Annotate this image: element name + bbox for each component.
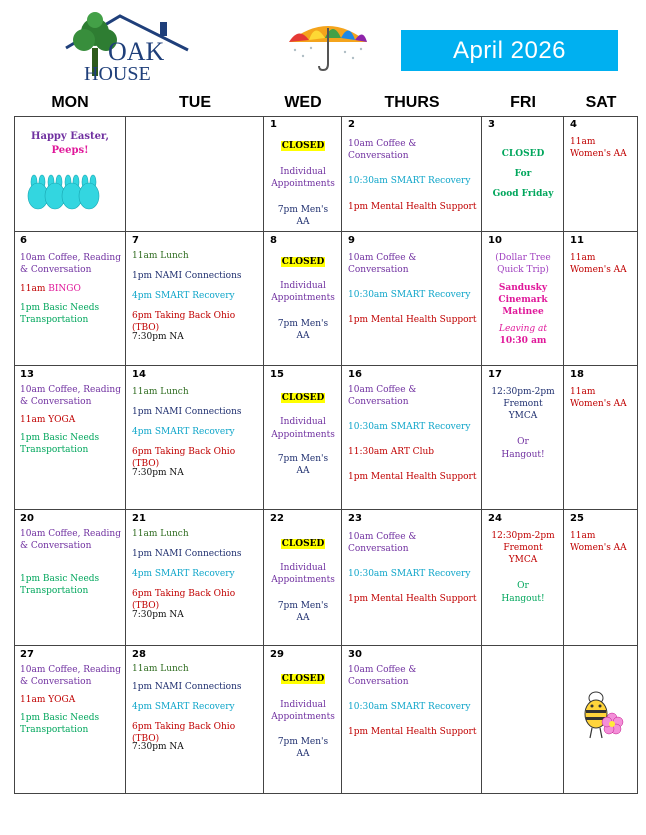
event-line: Conversation [348,397,409,407]
event-line: 1pm Basic Needs [20,303,100,313]
event-line: Leaving at [498,324,548,334]
closed-badge: CLOSED [281,141,325,151]
event-line: CLOSED [501,149,545,159]
day-cell-empty [482,646,564,794]
event-line: 10am Coffee, Reading [20,385,121,395]
weekday-mon: MON [51,94,89,111]
day-number: 3 [488,119,495,130]
easter-greeting [14,130,126,158]
weekday-wed: WED [284,94,322,111]
event-line: & Conversation [20,541,92,551]
day-cell-21 [126,510,264,646]
closed-badge: CLOSED [281,257,325,267]
event-line: 1pm Basic Needs [20,574,100,584]
day-number: 18 [570,369,584,380]
event-line: 4pm SMART Recovery [132,291,235,301]
weekday-tue: TUE [179,94,211,111]
day-cell-20 [14,510,126,646]
day-number: 6 [20,235,27,246]
rainbow-umbrella-icon [285,18,371,72]
event-line: Or [517,437,529,447]
event-line: Individual [280,167,326,177]
event-line: Appointments [271,430,335,440]
event-line: 1pm NAMI Connections [132,271,242,281]
day-cell-23 [342,510,482,646]
weekday-sat: SAT [585,94,617,111]
event-line: 11am Lunch [132,664,189,674]
day-cell-9 [342,232,482,366]
event-line: 11am YOGA [20,695,76,705]
day-number: 4 [570,119,577,130]
day-number: 23 [348,513,362,524]
event-line: Individual [280,563,326,573]
day-number: 13 [20,369,34,380]
bee-flower-icon [578,684,624,744]
day-cell-30 [342,646,482,794]
closed-badge: CLOSED [281,674,325,684]
event-line: Transportation [20,725,89,735]
event-line: 1pm Mental Health Support [348,727,477,737]
day-cell-empty [14,116,126,232]
event-line: 11am Lunch [132,387,189,397]
event-line: Individual [280,417,326,427]
event-line: 10am Coffee, Reading [20,253,121,263]
event-line: Appointments [271,179,335,189]
event-line: 1pm NAMI Connections [132,682,242,692]
event-line: & Conversation [20,397,92,407]
event-line: 6pm Taking Back Ohio (TBO) [132,311,236,333]
event-line: Quick Trip) [497,265,549,275]
event-line: 6pm Taking Back Ohio (TBO) [132,722,236,744]
day-cell-1 [264,116,342,232]
event-line: Individual [280,281,326,291]
day-cell-7 [126,232,264,366]
event-line: 7pm Men's [277,601,329,611]
month-title: April 2026 [401,30,618,71]
event-line: 1pm Mental Health Support [348,315,477,325]
event-line: Good Friday [492,189,554,199]
event-line: 10:30am SMART Recovery [348,176,471,186]
event-line: Sandusky [498,283,548,293]
day-cell-empty [126,116,264,232]
event-line: Individual [280,700,326,710]
event-line: 12:30pm-2pm [491,387,555,397]
day-cell-29 [264,646,342,794]
event-line: 1pm NAMI Connections [132,549,242,559]
event-line: Matinee [502,307,544,317]
event-line: Conversation [348,151,409,161]
event-line: 4pm SMART Recovery [132,569,235,579]
closed-badge: CLOSED [281,539,325,549]
event-line: 1pm NAMI Connections [132,407,242,417]
easter-greeting-line2: Peeps! [51,145,89,156]
event-line: 7:30pm NA [132,332,184,342]
event-line: 7pm Men's [277,205,329,215]
event-line: Fremont [503,399,543,409]
event-line: 10:30am SMART Recovery [348,290,471,300]
event-line: & Conversation [20,677,92,687]
weekday-fri: FRI [510,94,536,111]
event-line: 7:30pm NA [132,610,184,620]
day-number: 7 [132,235,139,246]
day-cell-3 [482,116,564,232]
day-cell-14 [126,366,264,510]
day-cell-25 [564,510,638,646]
event-line: Women's AA [570,265,627,275]
event-line: 10am Coffee, Reading [20,529,121,539]
day-cell-28 [126,646,264,794]
event-line: 1pm Mental Health Support [348,202,477,212]
event-line: AA [296,613,310,623]
event-line: AA [296,466,310,476]
event-line: 10am Coffee & [348,253,417,263]
event-line: Hangout! [501,450,545,460]
day-cell-empty [564,646,638,794]
day-number: 27 [20,649,34,660]
weekday-thurs: THURS [384,94,440,111]
event-line: AA [296,331,310,341]
event-line: 11am Lunch [132,529,189,539]
easter-greeting-line1: Happy Easter, [31,131,109,142]
oak-house-logo [62,10,192,80]
event-line: 6pm Taking Back Ohio (TBO) [132,447,236,469]
bingo-label: BINGO [48,284,81,294]
event-line: 10am Coffee & [348,139,417,149]
event-line: YMCA [508,411,538,421]
event-line: 4pm SMART Recovery [132,427,235,437]
day-number: 9 [348,235,355,246]
event-line: 11am Lunch [132,251,189,261]
event-line: For [514,169,532,179]
event-line: Women's AA [570,399,627,409]
event-line: 12:30pm-2pm [491,531,555,541]
logo-text-house: HOUSE [84,63,151,80]
event-line: 10:30am SMART Recovery [348,422,471,432]
event-line: Transportation [20,586,89,596]
event-line: 10am Coffee & [348,665,417,675]
calendar-grid [14,116,638,794]
event-line: Women's AA [570,149,627,159]
event-line: 6pm Taking Back Ohio (TBO) [132,589,236,611]
event-line: Conversation [348,265,409,275]
event-line: Conversation [348,677,409,687]
day-cell-11 [564,232,638,366]
event-line: Transportation [20,315,89,325]
day-cell-27 [14,646,126,794]
event-line: Appointments [271,712,335,722]
day-cell-22 [264,510,342,646]
event-line: YMCA [508,555,538,565]
event-line: 7:30pm NA [132,742,184,752]
day-number: 14 [132,369,146,380]
event-line: AA [296,217,310,227]
event-line: Fremont [503,543,543,553]
event-line: 11am [570,137,596,147]
day-cell-17 [482,366,564,510]
event-line: 11:30am ART Club [348,447,435,457]
day-number: 28 [132,649,146,660]
event-line [20,283,81,295]
day-number: 15 [270,369,284,380]
day-number: 10 [488,235,502,246]
event-line: 10:30 am [499,336,547,346]
closed-badge: CLOSED [281,393,325,403]
day-cell-16 [342,366,482,510]
day-number: 11 [570,235,584,246]
day-number: 24 [488,513,502,524]
day-cell-24 [482,510,564,646]
event-line: 11am [570,387,596,397]
event-line: Or [517,581,529,591]
event-time: 11am [20,284,49,294]
day-number: 21 [132,513,146,524]
event-line: Cinemark [498,295,548,305]
day-number: 17 [488,369,502,380]
event-line: Appointments [271,575,335,585]
event-line: 11am [570,253,596,263]
event-line: 10am Coffee & [348,385,417,395]
day-number: 30 [348,649,362,660]
day-number: 22 [270,513,284,524]
event-line: Appointments [271,293,335,303]
event-line: 10:30am SMART Recovery [348,702,471,712]
weekday-header-row [14,94,638,116]
event-line: 1pm Basic Needs [20,713,100,723]
event-line: Transportation [20,445,89,455]
event-line: 11am YOGA [20,415,76,425]
event-line: 1pm Mental Health Support [348,472,477,482]
event-line: AA [296,749,310,759]
event-line: 7pm Men's [277,737,329,747]
day-number: 1 [270,119,277,130]
event-line: Women's AA [570,543,627,553]
day-number: 2 [348,119,355,130]
logo-text-oak: OAK [108,37,165,66]
calendar-header [0,0,646,92]
day-number: 29 [270,649,284,660]
event-line: Hangout! [501,594,545,604]
day-number: 16 [348,369,362,380]
event-line: 7:30pm NA [132,468,184,478]
day-cell-6 [14,232,126,366]
easter-peeps-icon [24,174,104,210]
event-line: 7pm Men's [277,454,329,464]
event-line: 1pm Basic Needs [20,433,100,443]
day-cell-13 [14,366,126,510]
event-line: & Conversation [20,265,92,275]
day-cell-4 [564,116,638,232]
event-line: (Dollar Tree [495,253,551,263]
day-cell-15 [264,366,342,510]
day-cell-8 [264,232,342,366]
event-line: 10am Coffee & [348,532,417,542]
day-cell-2 [342,116,482,232]
event-line: 1pm Mental Health Support [348,594,477,604]
event-line: 10am Coffee, Reading [20,665,121,675]
event-line: Conversation [348,544,409,554]
day-cell-10 [482,232,564,366]
event-line: 10:30am SMART Recovery [348,569,471,579]
event-line: 4pm SMART Recovery [132,702,235,712]
event-line: 7pm Men's [277,319,329,329]
event-line: 11am [570,531,596,541]
day-number: 8 [270,235,277,246]
day-number: 25 [570,513,584,524]
day-cell-18 [564,366,638,510]
day-number: 20 [20,513,34,524]
